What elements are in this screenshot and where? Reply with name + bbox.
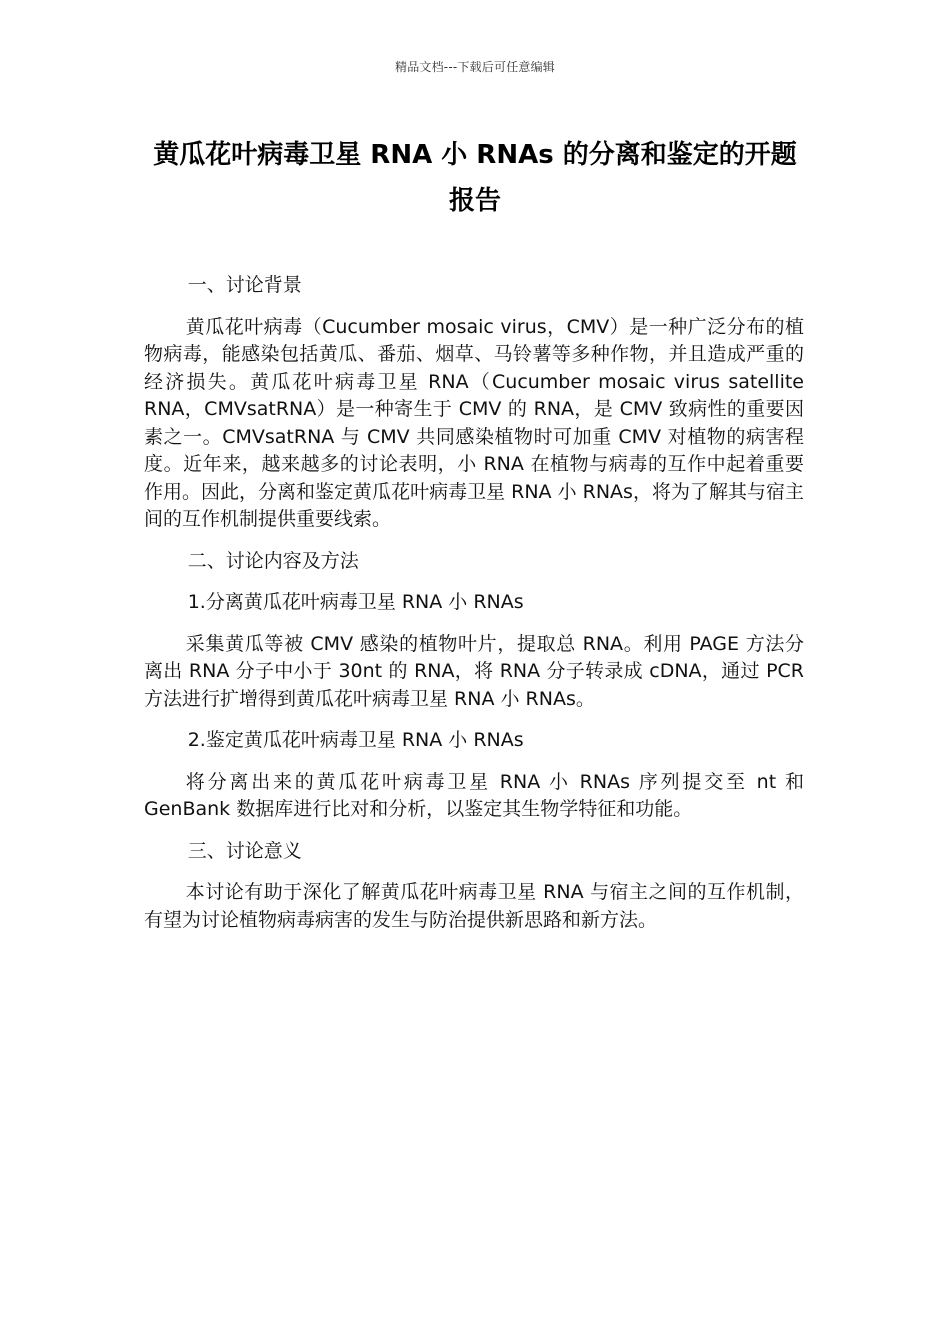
paragraph-isolation: 采集黄瓜等被 CMV 感染的植物叶片，提取总 RNA。利用 PAGE 方法分离出 RNA 分子中小于 30nt 的 RNA，将 RNA 分子转录成 cDNA，通过 PCR 方法进行扩增得到黄瓜花叶病毒卫星 RNA 小 RNAs。 [144, 632, 804, 710]
document-title: 黄瓜花叶病毒卫星 RNA 小 RNAs 的分离和鉴定的开题报告 [153, 140, 797, 216]
section-heading-significance: 三、讨论意义 [187, 839, 302, 862]
section-heading-methods: 二、讨论内容及方法 [187, 549, 359, 572]
section-heading-background: 一、讨论背景 [187, 274, 302, 296]
subheading-isolation: 1.分离黄瓜花叶病毒卫星 RNA 小 RNAs [187, 591, 524, 613]
subheading-identification: 2.鉴定黄瓜花叶病毒卫星 RNA 小 RNAs [187, 729, 524, 751]
paragraph-background: 黄瓜花叶病毒（Cucumber mosaic virus，CMV）是一种广泛分布的植物病毒，能感染包括黄瓜、番茄、烟草、马铃薯等多种作物，并且造成严重的经济损失。黄瓜花叶病毒卫星 RNA（Cucumber mosaic virus satellite RNA，CMVsatRNA）是一种寄生于 CMV 的 RNA，是 CMV 致病性的重要因素之一。CMVsatRNA 与 CMV 共同感染植物时可加重 CMV 对植物的病害程度。近年来，越来越多的讨论表明，小 RNA 在植物与病毒的互作中起着重要作用。因此，分离和鉴定黄瓜花叶病毒卫星 RNA 小 RNAs，将为了解其与宿主间的互作机制提供重要线索。 [144, 315, 804, 530]
document-body [144, 272, 804, 948]
header-note: 精品文档---下载后可任意编辑 [395, 60, 555, 74]
paragraph-identification: 将分离出来的黄瓜花叶病毒卫星 RNA 小 RNAs 序列提交至 nt 和 GenBank 数据库进行比对和分析，以鉴定其生物学特征和功能。 [144, 770, 804, 820]
paragraph-significance: 本讨论有助于深化了解黄瓜花叶病毒卫星 RNA 与宿主之间的互作机制，有望为讨论植物病毒病害的发生与防治提供新思路和新方法。 [144, 881, 804, 931]
